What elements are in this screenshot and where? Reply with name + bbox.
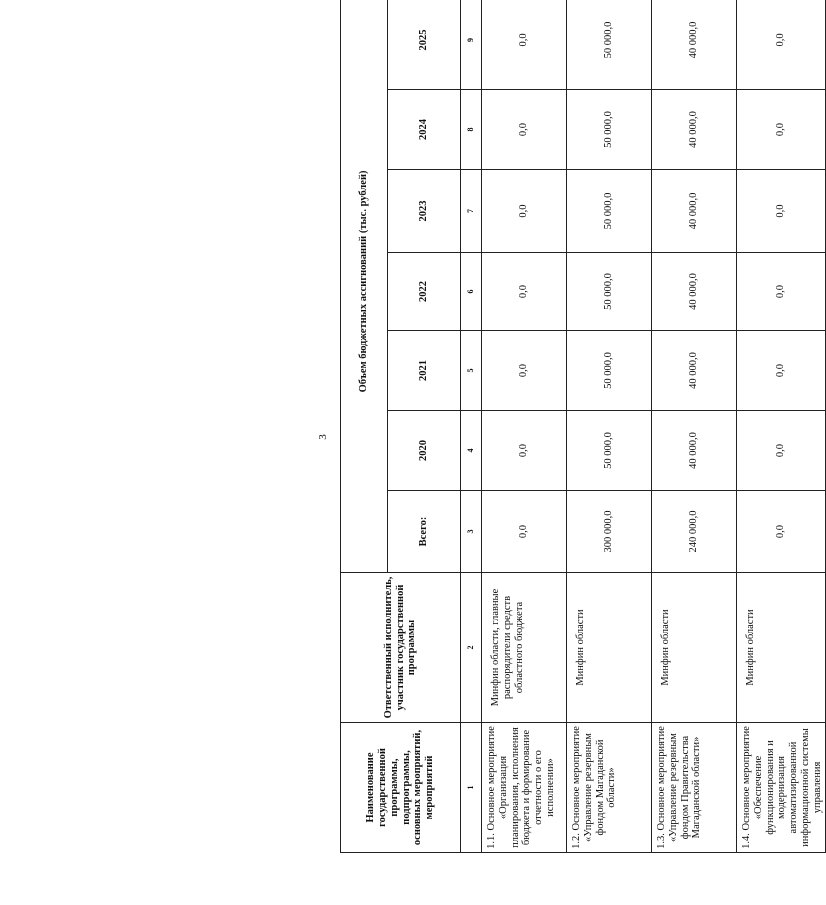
- column-number: 9: [461, 0, 482, 90]
- year-value: 0,0: [737, 170, 826, 253]
- year-value: 40 000,0: [652, 411, 737, 491]
- year-value: 50 000,0: [567, 331, 652, 411]
- header-year: 2022: [388, 253, 461, 331]
- column-number: 2: [461, 573, 482, 723]
- page-number: 3: [317, 434, 329, 440]
- activity-name: 1.2. Основное мероприятие «Управление резервным фондом Магаданской области»: [567, 723, 652, 853]
- column-number: 5: [461, 331, 482, 411]
- year-value: 40 000,0: [652, 0, 737, 90]
- year-value: 0,0: [482, 253, 567, 331]
- header-name: Наименование государственной программы, подпрограммы, основных мероприятий, мероприятий: [341, 723, 461, 853]
- header-executor: Ответственный исполнитель, участник государственной программы: [341, 573, 461, 723]
- rotated-table-container: [340, 0, 823, 853]
- year-value: 0,0: [737, 331, 826, 411]
- year-value: 50 000,0: [567, 411, 652, 491]
- table-row: [652, 0, 737, 853]
- table-row: [737, 0, 826, 853]
- year-value: 50 000,0: [567, 253, 652, 331]
- executor: Минфин области: [652, 573, 737, 723]
- column-number-row: [461, 0, 482, 853]
- year-value: 0,0: [737, 411, 826, 491]
- header-year: 2021: [388, 331, 461, 411]
- column-number: 6: [461, 253, 482, 331]
- table-row: [567, 0, 652, 853]
- year-value: 40 000,0: [652, 331, 737, 411]
- year-value: 0,0: [737, 0, 826, 90]
- header-budget-group: Объем бюджетных ассигнований (тыс. рублей): [341, 0, 388, 573]
- total-value: 240 000,0: [652, 491, 737, 573]
- table-row: [482, 0, 567, 853]
- column-number: 3: [461, 491, 482, 573]
- year-value: 0,0: [482, 90, 567, 170]
- activity-name: 1.3. Основное мероприятие «Управление резервным фондом Правительства Магаданской области»: [652, 723, 737, 853]
- column-number: 1: [461, 723, 482, 853]
- executor: Минфин области: [737, 573, 826, 723]
- year-value: 0,0: [737, 253, 826, 331]
- budget-table: [340, 0, 826, 853]
- year-value: 0,0: [482, 411, 567, 491]
- year-value: 0,0: [482, 331, 567, 411]
- activity-name: 1.4. Основное мероприятие «Обеспечение функционирования и модернизация автоматизированной информационной системы управления: [737, 723, 826, 853]
- header-total: Всего:: [388, 491, 461, 573]
- activity-name: 1.1. Основное мероприятие «Организация планирования, исполнения бюджета и формирование отчетности о его исполнении»: [482, 723, 567, 853]
- year-value: 40 000,0: [652, 253, 737, 331]
- year-value: 40 000,0: [652, 170, 737, 253]
- year-value: 0,0: [737, 90, 826, 170]
- column-number: 7: [461, 170, 482, 253]
- executor: Минфин области, главные распорядители средств областного бюджета: [482, 573, 567, 723]
- header-year: 2024: [388, 90, 461, 170]
- header-year: 2023: [388, 170, 461, 253]
- year-value: 50 000,0: [567, 90, 652, 170]
- header-year: 2025: [388, 0, 461, 90]
- total-value: 0,0: [482, 491, 567, 573]
- year-value: 0,0: [482, 0, 567, 90]
- year-value: 0,0: [482, 170, 567, 253]
- year-value: 40 000,0: [652, 90, 737, 170]
- total-value: 300 000,0: [567, 491, 652, 573]
- column-number: 8: [461, 90, 482, 170]
- year-value: 50 000,0: [567, 0, 652, 90]
- column-number: 4: [461, 411, 482, 491]
- header-year: 2020: [388, 411, 461, 491]
- total-value: 0,0: [737, 491, 826, 573]
- header-row-1: [341, 0, 388, 853]
- executor: Минфин области: [567, 573, 652, 723]
- year-value: 50 000,0: [567, 170, 652, 253]
